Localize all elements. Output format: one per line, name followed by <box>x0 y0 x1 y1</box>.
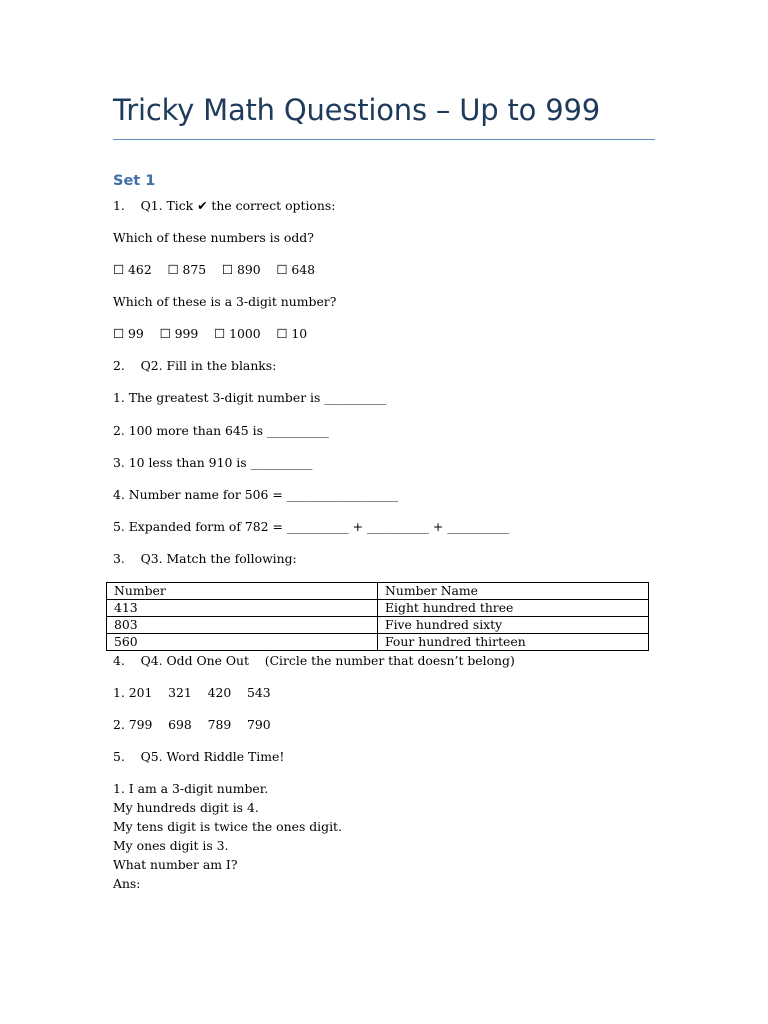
q1-heading: 1. Q1. Tick ✔ the correct options: <box>113 198 336 213</box>
table-header-row <box>107 583 649 600</box>
page-title: Tricky Math Questions – Up to 999 <box>113 93 600 127</box>
table-header-cell: Number <box>107 583 378 600</box>
q2-item: 3. 10 less than 910 is __________ <box>113 455 313 470</box>
q4-item: 1. 201 321 420 543 <box>113 685 271 700</box>
riddle-line: My tens digit is twice the ones digit. <box>113 819 342 834</box>
table-cell: Four hundred thirteen <box>378 634 649 651</box>
q3-heading: 3. Q3. Match the following: <box>113 551 297 566</box>
riddle-line: 1. I am a 3-digit number. <box>113 781 269 796</box>
riddle-line: My hundreds digit is 4. <box>113 800 259 815</box>
table-row <box>107 617 649 634</box>
table-cell: 560 <box>107 634 378 651</box>
q2-item: 2. 100 more than 645 is __________ <box>113 423 329 438</box>
q2-item: 4. Number name for 506 = __________________ <box>113 487 399 502</box>
q2-heading: 2. Q2. Fill in the blanks: <box>113 358 277 373</box>
q2-item: 1. The greatest 3-digit number is __________ <box>113 390 387 405</box>
set-heading: Set 1 <box>113 173 156 189</box>
riddle-line: What number am I? <box>113 857 238 872</box>
q1-options-a[interactable]: ☐ 462 ☐ 875 ☐ 890 ☐ 648 <box>113 262 316 277</box>
table-cell: Five hundred sixty <box>378 617 649 634</box>
riddle-line: My ones digit is 3. <box>113 838 229 853</box>
table-header-cell: Number Name <box>378 583 649 600</box>
table-row <box>107 600 649 617</box>
q4-item: 2. 799 698 789 790 <box>113 717 271 732</box>
table-cell: 803 <box>107 617 378 634</box>
table-row <box>107 634 649 651</box>
table-cell: 413 <box>107 600 378 617</box>
q4-heading: 4. Q4. Odd One Out (Circle the number that doesn’t belong) <box>113 653 515 668</box>
match-table <box>106 582 649 651</box>
q1-prompt-a: Which of these numbers is odd? <box>113 230 314 245</box>
table-cell: Eight hundred three <box>378 600 649 617</box>
q1-options-b[interactable]: ☐ 99 ☐ 999 ☐ 1000 ☐ 10 <box>113 326 308 341</box>
q2-item: 5. Expanded form of 782 = __________ + __________ + __________ <box>113 519 510 534</box>
q1-prompt-b: Which of these is a 3-digit number? <box>113 294 337 309</box>
q5-heading: 5. Q5. Word Riddle Time! <box>113 749 285 764</box>
title-underline <box>113 139 655 140</box>
answer-label: Ans: <box>113 876 141 891</box>
